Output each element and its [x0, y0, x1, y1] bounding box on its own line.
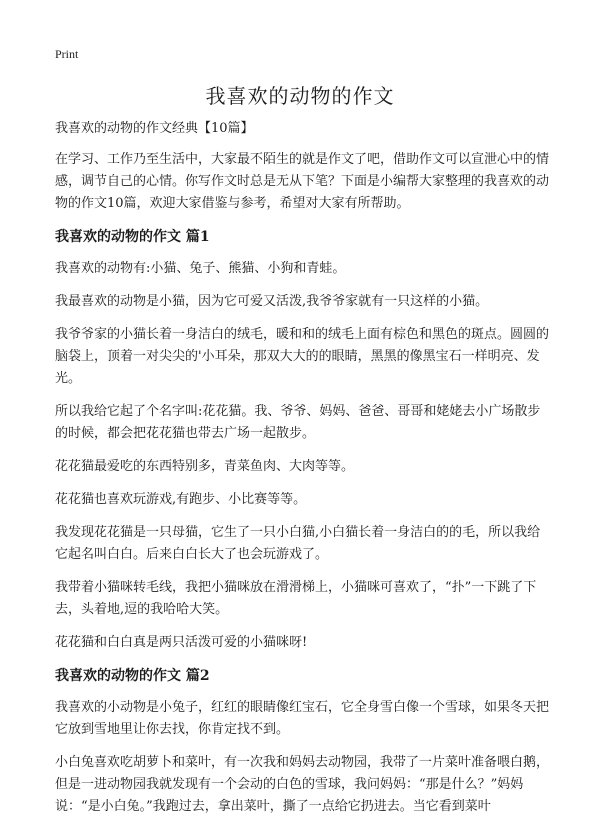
paragraph: 我发现花花猫是一只母猫，它生了一只小白猫,小白猫长着一身洁白的的毛，所以我给它起名叫白白。后来白白长大了也会玩游戏了。	[55, 525, 541, 562]
paragraph: 花花猫和白白真是两只活泼可爱的小猫咪呀!	[55, 635, 308, 650]
section-heading-2: 我喜欢的动物的作文 篇2	[55, 668, 210, 684]
article-body	[55, 118, 551, 829]
section-heading-1: 我喜欢的动物的作文 篇1	[55, 229, 210, 245]
page-title: 我喜欢的动物的作文	[205, 84, 395, 108]
article-subtitle: 我喜欢的动物的作文经典【10篇】	[55, 121, 254, 136]
paragraph: 所以我给它起了个名字叫:花花猫。我、爷爷、妈妈、爸爸、哥哥和姥姥去小广场散步的时候，都会把花花猫也带去广场一起散步。	[55, 404, 541, 441]
paragraph: 花花猫最爱吃的东西特别多，青菜鱼肉、大肉等等。	[55, 459, 355, 474]
paragraph: 我最喜欢的动物是小猫，因为它可爱又活泼,我爷爷家就有一只这样的小猫。	[55, 294, 489, 309]
intro-paragraph: 在学习、工作乃至生活中，大家最不陌生的就是作文了吧，借助作文可以宣泄心中的情感，调节自己的心情。你写作文时总是无从下笔？下面是小编帮大家整理的我喜欢的动物的作文10篇，欢迎大家借鉴与参考，希望对大家有所帮助。	[55, 152, 550, 211]
paragraph: 我带着小猫咪转毛线，我把小猫咪放在滑滑梯上，小猫咪可喜欢了，“扑”一下跳了下去，头着地,逗的我哈哈大笑。	[55, 580, 537, 617]
paragraph: 我喜欢的动物有:小猫、兔子、熊猫、小狗和青蛙。	[55, 261, 346, 276]
paragraph: 花花猫也喜欢玩游戏,有跑步、小比赛等等。	[55, 492, 307, 507]
paragraph: 小白兔喜欢吃胡萝卜和菜叶，有一次我和妈妈去动物园，我带了一片菜叶准备喂白鹅，但是一进动物园我就发现有一个会动的白色的雪球，我问妈妈：“那是什么？”妈妈说：“是小白兔。”我跑过去，拿出菜叶，撕了一点给它扔进去。当它看到菜叶	[55, 755, 550, 814]
paragraph: 我喜欢的小动物是小兔子，红红的眼睛像红宝石，它全身雪白像一个雪球，如果冬天把它放到雪地里让你去找，你肯定找不到。	[55, 700, 550, 737]
paragraph: 我爷爷家的小猫长着一身洁白的绒毛，暖和和的绒毛上面有棕色和黑色的斑点。圆圆的脑袋上，顶着一对尖尖的'小耳朵，那双大大的的眼睛，黑黑的像黑宝石一样明亮、发光。	[55, 327, 550, 386]
print-label: Print	[55, 47, 79, 61]
